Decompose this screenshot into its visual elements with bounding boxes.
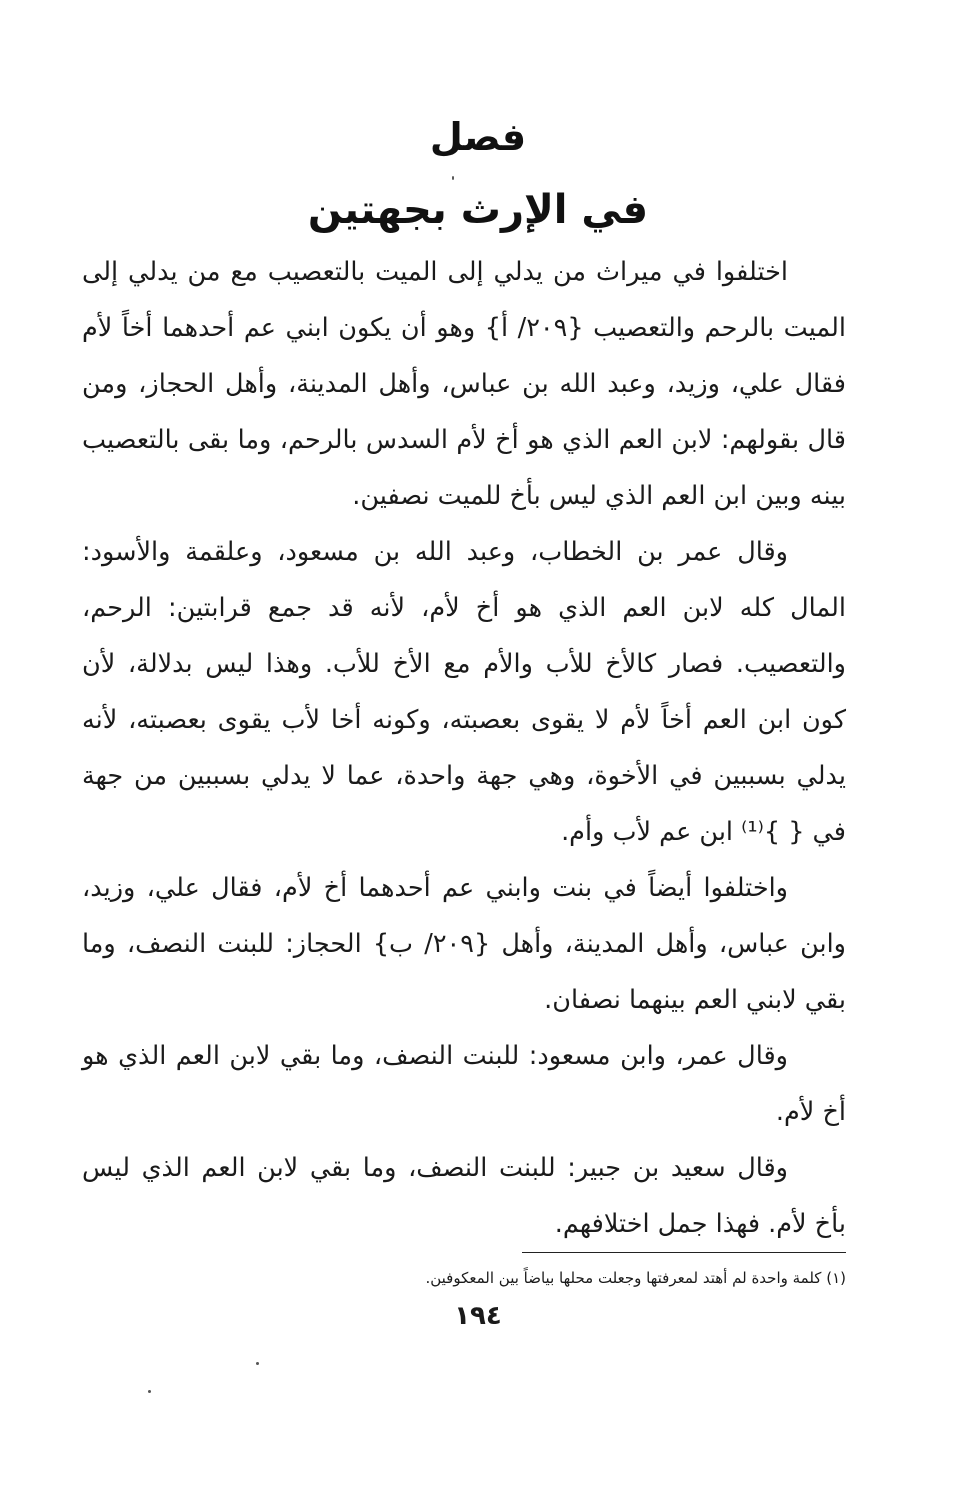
scan-speck xyxy=(148,1390,151,1393)
paragraph: وقال عمر بن الخطاب، وعبد الله بن مسعود، وعلقمة والأسود: المال كله لابن العم الذي هو أخ لأم، لأنه قد جمع قرابتين: الرحم، والتعصيب. فصار كالأخ للأب والأم مع الأخ للأب. وهذا ليس بدلالة، لأن كون ابن العم أخاً لأم لا يقوى بعصبته، وكونه أخا لأب يقوى بعصبته، لأنه يدلي بسببين في الأخوة، وهي جهة واحدة، عما لا يدلي بسببين من جهة في { }⁽¹⁾ ابن عم لأب وأم. xyxy=(82,537,846,847)
chapter-heading: فصل xyxy=(429,115,527,159)
paragraph: واختلفوا أيضاً في بنت وابني عم أحدهما أخ لأم، فقال علي، وزيد، وابن عباس، وأهل المدينة، وأهل {٢٠٩/ ب} الحجاز: للبنت النصف، وما بقي لابني العم بينهما نصفان. xyxy=(82,873,846,1015)
paragraph: وقال عمر، وابن مسعود: للبنت النصف، وما بقي لابن العم الذي هو أخ لأم. xyxy=(82,1041,846,1127)
footnote: (١) كلمة واحدة لم أهتد لمعرفتها وجعلت محلها بياضاً بين المعكوفين. xyxy=(425,1269,846,1287)
footnote-divider xyxy=(522,1252,846,1253)
page-number: ١٩٤ xyxy=(454,1301,502,1331)
chapter-subtitle: في الإرث بجهتين xyxy=(307,187,649,233)
paragraph: وقال سعيد بن جبير: للبنت النصف، وما بقي لابن العم الذي ليس بأخ لأم. فهذا جمل اختلافهم. xyxy=(82,1153,846,1239)
scan-speck xyxy=(256,1362,259,1365)
scan-speck xyxy=(452,176,454,180)
body-text xyxy=(82,244,846,1252)
paragraph: اختلفوا في ميراث من يدلي إلى الميت بالتعصيب مع من يدلي إلى الميت بالرحم والتعصيب {٢٠٩/ أ} وهو أن يكون ابني عم أحدهما أخاً لأم فقال علي، وزيد، وعبد الله بن عباس، وأهل المدينة، وأهل الحجاز، ومن قال بقولهم: لابن العم الذي هو أخ لأم السدس بالرحم، وما بقى بالتعصيب بينه وبين ابن العم الذي ليس بأخ للميت نصفين. xyxy=(82,257,846,511)
